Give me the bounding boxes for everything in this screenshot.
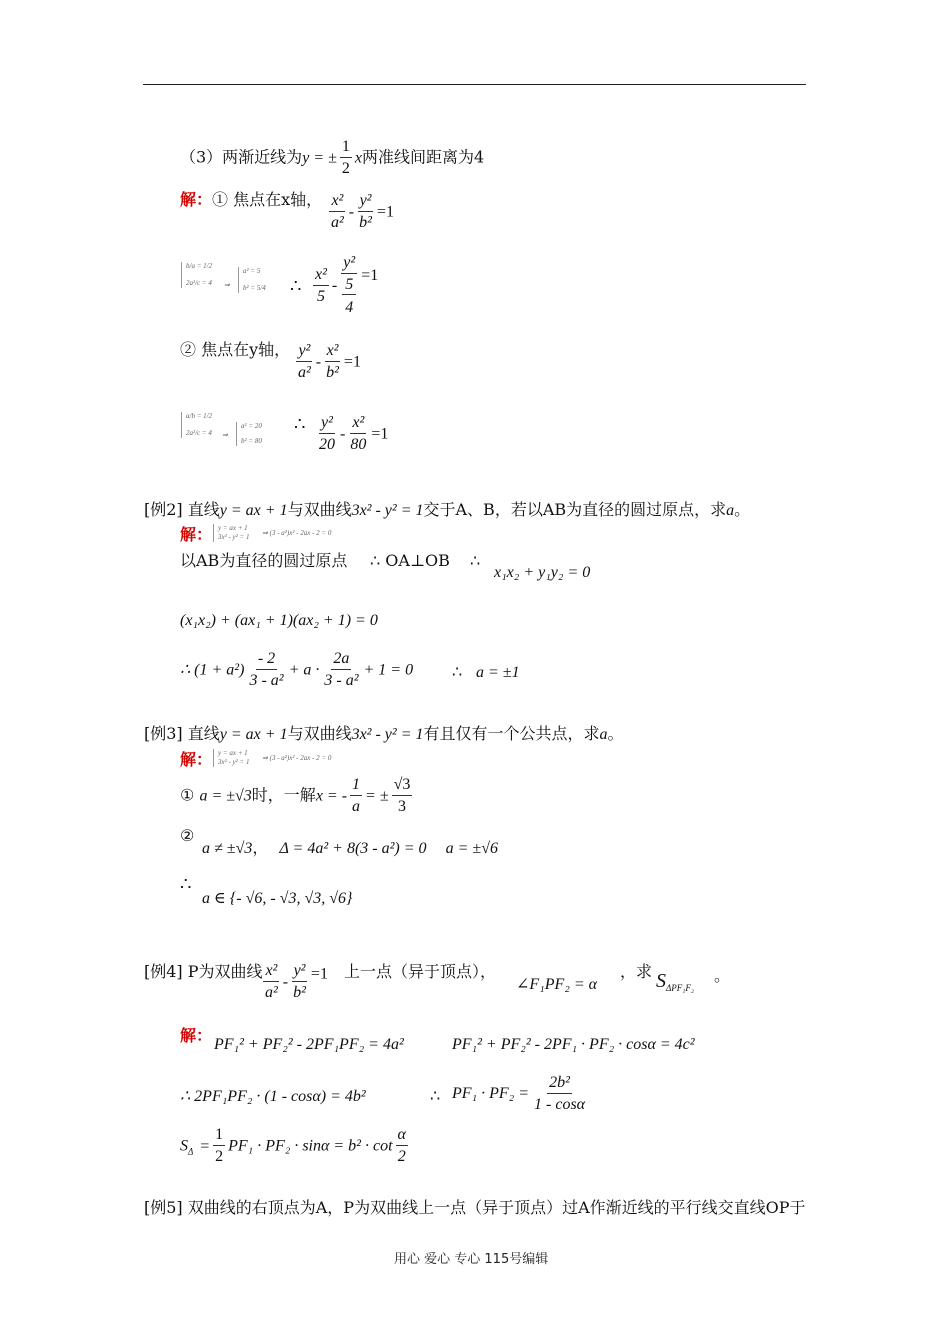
standard-equation-y: $\frac{\text{y²}}{\text{a²}}$ - $\frac{\text{x²}}{\text{b²}}$ =1 (298, 342, 361, 381)
standard-equation-x: $\frac{\text{x²}}{\text{a²}}$ - $\frac{\text{y²}}{\text{b²}}$ =1 (331, 192, 394, 231)
law-of-cosines-1: PF₁² + PF₂² - 2PF₁PF₂ = 4a² (214, 1036, 404, 1053)
example-3-case2: a ≠ ±√3， Δ = 4a² + 8(3 - a²) = 0 a = ±√6 (202, 838, 498, 857)
system-equations-2: a/b = 1/2 2a²/c = 4 (181, 412, 212, 438)
example-5-text: [例5] 双曲线的右顶点为A，P为双曲线上一点（异于顶点）过A作渐近线的平行线交直线OP于 (144, 1198, 806, 1217)
solution-label: 解： (180, 190, 213, 209)
header-rule (143, 84, 806, 85)
solution-case2: ② 焦点在y轴， (180, 340, 291, 359)
system-result-1: a² = 5 b² = 5/4 (238, 267, 266, 293)
product-formula: PF₁ · PF₂ = $\frac{\text{2b²}}{1 - \cos\alpha}$ (452, 1074, 586, 1113)
triangle-area-symbol: $S_{\Delta PF_1F_2}$ (656, 970, 695, 994)
page-footer: 用心 爱心 专心 115号编辑 (394, 1252, 549, 1267)
example-3-heading: [例3] 直线y = ax + 1与双曲线3x² - y² = 1有且仅有一个公共点，求a。 (144, 724, 624, 743)
problem-3: （3）两渐近线为y = ± $\frac{1}{2}$ x两准线间距离为4 (180, 138, 485, 177)
angle-condition: ∠F₁PF₂ = α (516, 976, 598, 993)
example-2-line1: 以AB为直径的圆过原点 (180, 551, 348, 570)
asymptote-eq: y = ± (302, 149, 337, 167)
example-3-answer: a ∈ {- √6, - √3, √3, √6} (202, 890, 353, 907)
system-result-2: a² = 20 b² = 80 (236, 422, 262, 446)
example-3-case1: ① a = ±√3时，一解x = - $\frac{1}{a}$ = ± $\frac{√3}{3}$ (180, 776, 411, 815)
law-of-cosines-2: PF₁² + PF₂² - 2PF₁ · PF₂ · cosα = 4c² (452, 1036, 695, 1053)
problem-3-suffix: 两准线间距离为4 (361, 147, 485, 167)
therefore-symbol: ∴ (290, 276, 302, 296)
example-2-answer: a = ±1 (476, 664, 520, 681)
orthogonality-equation: x₁x₂ + y₁y₂ = 0 (494, 564, 591, 581)
solution-case1: 解：① 焦点在x轴， (180, 190, 323, 209)
example-2-heading: [例2] 直线y = ax + 1与双曲线3x² - y² = 1交于A、B，若以AB为直径的圆过原点，求a。 (144, 500, 751, 519)
result-equation-2: $\frac{\text{y²}}{20}$ - $\frac{\text{x²}}{80}$ =1 (319, 414, 389, 453)
example-3-solution-label: 解： (180, 750, 213, 769)
half-fraction: $\frac{1}{2}$ (341, 138, 350, 177)
example-2-system: y = ax + 1 3x² - y² = 1 (213, 524, 249, 542)
example-4-solution-label: 解： (180, 1026, 213, 1045)
result-equation-1: $\frac{\text{x²}}{5}$ - y² 5 4 =1 (315, 254, 379, 316)
example-2-solution-label: 解： (180, 525, 213, 544)
example-3-case2-marker: ② (180, 828, 195, 845)
example-3-system: y = ax + 1 3x² - y² = 1 (213, 749, 249, 767)
area-formula: $S_\Delta$ = $\frac{1}{2}$ PF₁ · PF₂ · sinα = b² · cot $\frac{\alpha}{2}$ (180, 1126, 406, 1165)
example-4-heading: [例4] P为双曲线 (144, 962, 263, 981)
system-equations-1: b/a = 1/2 2a²/c = 4 (181, 262, 212, 288)
example-4-line2: ∴ 2PF₁PF₂ · (1 - cosα) = 4b² (180, 1088, 366, 1105)
example-4-hyperbola: $\frac{\text{x²}}{\text{a²}}$ - $\frac{\text{y²}}{\text{b²}}$ =1 (265, 962, 328, 1001)
example-2-line3: ∴ (1 + a²) $\frac{- 2}{\text{3 - a²}}$ + a · $\frac{2a}{\text{3 - a²}}$ + 1 = 0 (180, 650, 414, 689)
problem-3-prefix: （3）两渐近线为 (180, 147, 303, 167)
example-2-line2: (x₁x₂) + (ax₁ + 1)(ax₂ + 1) = 0 (180, 612, 378, 629)
